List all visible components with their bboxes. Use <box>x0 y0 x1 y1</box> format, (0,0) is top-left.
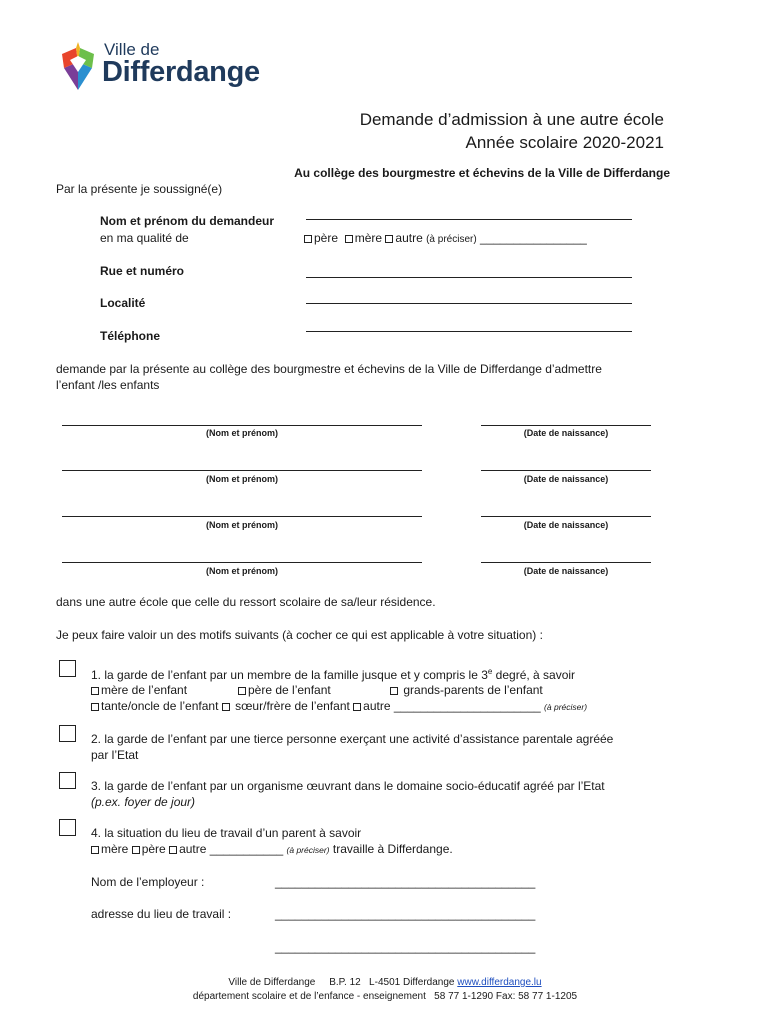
addressee: Au collège des bourgmestre et échevins de la Ville de Differdange <box>294 166 670 180</box>
reason-1-text <box>91 667 575 682</box>
logo-mark-icon <box>58 42 98 92</box>
applicant-name-field[interactable] <box>306 219 632 220</box>
reason-4-checkbox[interactable] <box>59 819 76 836</box>
reason-1-options-row1 <box>91 683 691 699</box>
r1-mother-label: mère de l’enfant <box>101 683 188 697</box>
capacity-other-field[interactable]: ________________ <box>480 231 587 245</box>
street-label: Rue et numéro <box>100 264 185 278</box>
r4-mother-label: mère <box>101 842 129 856</box>
r4-other-checkbox[interactable] <box>169 846 177 854</box>
child-1-dob-caption: (Date de naissance) <box>523 428 609 438</box>
child-4-dob-caption: (Date de naissance) <box>523 566 609 576</box>
reasons-intro: Je peux faire valoir un des motifs suivants (à cocher ce qui est applicable à votre situation) : <box>56 628 543 642</box>
reason-1-checkbox[interactable] <box>59 660 76 677</box>
title-line2: Année scolaire 2020-2021 <box>465 133 664 152</box>
footer-address: Ville de Differdange B.P. 12 L-4501 Differdange <box>228 977 458 988</box>
r4-father-label: père <box>141 842 166 856</box>
capacity-mother-checkbox[interactable] <box>345 235 353 243</box>
capacity-other-label: autre <box>395 231 423 245</box>
r1-sibling-label: sœur/frère de l’enfant <box>235 699 350 713</box>
phone-label: Téléphone <box>100 329 161 343</box>
capacity-options <box>304 231 587 245</box>
reason-3-line1: 3. la garde de l’enfant par un organisme œuvrant dans le domaine socio-éducatif agréé par l’Etat <box>91 779 605 793</box>
logo <box>58 40 288 100</box>
child-1-name-caption: (Nom et prénom) <box>206 428 278 438</box>
child-4-dob-field[interactable] <box>481 562 651 563</box>
intro-text: Par la présente je soussigné(e) <box>56 182 223 196</box>
r1-other-label: autre <box>363 699 391 713</box>
document-title <box>360 108 664 154</box>
child-2-dob-caption: (Date de naissance) <box>523 474 609 484</box>
capacity-other-hint: (à préciser) <box>426 234 477 245</box>
capacity-father-checkbox[interactable] <box>304 235 312 243</box>
child-4-name-field[interactable] <box>62 562 422 563</box>
r4-tail: travaille à Differdange. <box>332 842 453 856</box>
city-label: Localité <box>100 296 146 310</box>
r4-other-field[interactable]: ___________ <box>209 842 284 856</box>
r4-mother-checkbox[interactable] <box>91 846 99 854</box>
request-text <box>56 362 602 393</box>
footer-website-link[interactable]: www.differdange.lu <box>457 977 542 988</box>
child-1-name-field[interactable] <box>62 425 422 426</box>
r1-other-checkbox[interactable] <box>353 703 361 711</box>
footer <box>0 976 770 1004</box>
reason-3-line2: (p.ex. foyer de jour) <box>91 795 196 809</box>
child-2-name-field[interactable] <box>62 470 422 471</box>
logo-line2: Differdange <box>102 56 260 88</box>
footer-line1 <box>0 976 770 990</box>
r4-father-checkbox[interactable] <box>132 846 140 854</box>
employer-address-field-2[interactable]: _______________________________________ <box>275 940 536 954</box>
request-line2: l’enfant /les enfants <box>56 377 160 392</box>
employer-address-label: adresse du lieu de travail : <box>91 907 232 921</box>
r4-other-hint: (à préciser) <box>286 845 330 855</box>
employer-name-label: Nom de l’employeur : <box>91 875 205 889</box>
r1-father-label: père de l’enfant <box>248 683 331 697</box>
capacity-father-label: père <box>314 231 339 245</box>
child-4-name-caption: (Nom et prénom) <box>206 566 278 576</box>
applicant-name-label: Nom et prénom du demandeur <box>100 214 275 228</box>
reason-3-text <box>91 778 605 810</box>
r1-grandparents-checkbox[interactable] <box>390 687 398 695</box>
r1-father-checkbox[interactable] <box>238 687 246 695</box>
reason-1-options-row2 <box>91 699 587 713</box>
employer-address-field[interactable]: _______________________________________ <box>275 907 536 921</box>
reason-2-text <box>91 731 613 763</box>
reason-2-checkbox[interactable] <box>59 725 76 742</box>
child-3-dob-caption: (Date de naissance) <box>523 520 609 530</box>
reason-4-line1: 4. la situation du lieu de travail d’un parent à savoir <box>91 826 362 840</box>
other-school-text: dans une autre école que celle du ressort scolaire de sa/leur résidence. <box>56 595 436 609</box>
logo-line1: Ville de <box>104 40 160 59</box>
reason-2-line2: par l’Etat <box>91 748 139 762</box>
reason-1-sup: e <box>487 667 493 676</box>
child-1-dob-field[interactable] <box>481 425 651 426</box>
r1-aunt-label: tante/oncle de l’enfant <box>101 699 219 713</box>
capacity-mother-label: mère <box>354 231 383 245</box>
child-2-name-caption: (Nom et prénom) <box>206 474 278 484</box>
child-3-name-caption: (Nom et prénom) <box>206 520 278 530</box>
request-line1: demande par la présente au collège des bourgmestre et échevins de la Ville de Differdange d’admettre <box>56 362 602 376</box>
reason-1-line1a: 1. la garde de l’enfant par un membre de la famille jusque et y compris le 3 <box>91 668 488 682</box>
child-3-name-field[interactable] <box>62 516 422 517</box>
reason-1-line1b: degré, à savoir <box>492 668 576 682</box>
applicant-capacity-label: en ma qualité de <box>100 231 189 245</box>
r1-other-field[interactable]: ______________________ <box>393 699 541 713</box>
r1-other-hint: (à préciser) <box>544 702 588 712</box>
footer-line2: département scolaire et de l’enfance - enseignement 58 77 1-1290 Fax: 58 77 1-1205 <box>192 991 578 1002</box>
employer-name-field[interactable]: _______________________________________ <box>275 875 536 889</box>
child-2-dob-field[interactable] <box>481 470 651 471</box>
r4-other-label: autre <box>179 842 207 856</box>
capacity-other-checkbox[interactable] <box>385 235 393 243</box>
phone-field[interactable] <box>306 331 632 332</box>
reason-2-line1: 2. la garde de l’enfant par une tierce personne exerçant une activité d’assistance parentale agréée <box>91 732 614 746</box>
title-line1: Demande d’admission à une autre école <box>359 110 664 129</box>
reason-3-checkbox[interactable] <box>59 772 76 789</box>
reason-4-options <box>91 842 453 856</box>
street-field[interactable] <box>306 277 632 278</box>
child-3-dob-field[interactable] <box>481 516 651 517</box>
r1-aunt-checkbox[interactable] <box>91 703 99 711</box>
r1-mother-checkbox[interactable] <box>91 687 99 695</box>
r1-sibling-checkbox[interactable] <box>222 703 230 711</box>
r1-grandparents-label: grands-parents de l’enfant <box>403 683 543 697</box>
city-field[interactable] <box>306 303 632 304</box>
